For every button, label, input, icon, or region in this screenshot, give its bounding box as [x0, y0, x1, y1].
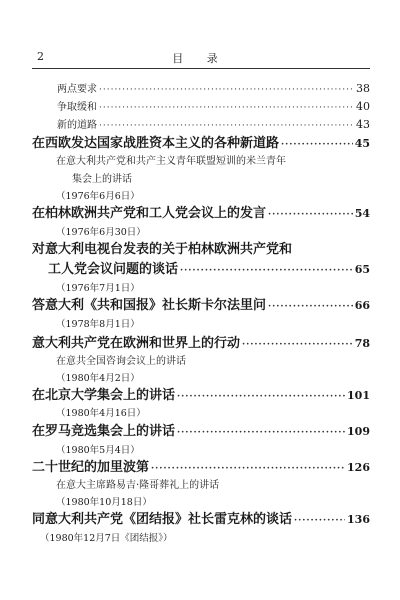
- dot-leader: [294, 516, 345, 526]
- toc-entry-page: 136: [347, 513, 370, 526]
- toc-entry-title: 新的道路: [57, 120, 97, 131]
- toc-entry-page: 66: [354, 299, 370, 312]
- toc-entry[interactable]: [57, 98, 370, 116]
- toc-note: 集会上的讲话: [72, 174, 132, 185]
- toc-entry-title: 二十世纪的加里波第: [32, 460, 150, 475]
- toc-date: （1976年7月1日）: [56, 283, 140, 294]
- toc-note: 在意大利共产党和共产主义青年联盟短训的米兰青年: [56, 156, 286, 167]
- toc-entry[interactable]: [32, 456, 370, 474]
- toc-entry-title: 两点要求: [57, 84, 97, 95]
- dot-leader: [177, 392, 345, 402]
- toc-entry-title: 工人党会议问题的谈话: [48, 262, 179, 277]
- toc-entry[interactable]: [48, 258, 370, 276]
- dot-leader: [99, 103, 354, 113]
- toc-note: 在意共全国咨询会议上的讲话: [56, 356, 186, 367]
- toc-entry[interactable]: [32, 420, 370, 438]
- toc-entry-page: 40: [356, 100, 370, 113]
- toc-entry-title-line[interactable]: 对意大利电视台发表的关于柏林欧洲共产党和: [32, 242, 293, 257]
- dot-leader: [268, 302, 353, 312]
- toc-date: （1980年4月16日）: [56, 408, 146, 419]
- toc-entry[interactable]: [32, 508, 370, 526]
- dot-leader: [180, 266, 353, 276]
- toc-entry-page: 101: [347, 389, 370, 402]
- dot-leader: [177, 428, 345, 438]
- toc-entry-title: 答意大利《共和国报》社长斯卡尔法里问: [32, 298, 267, 313]
- toc-entry-page: 38: [356, 82, 370, 95]
- toc-entry-title: 在罗马竞选集会上的讲话: [32, 424, 176, 439]
- toc-entry[interactable]: [32, 132, 370, 150]
- toc-date: （1978年8月1日）: [56, 319, 140, 330]
- toc-entry[interactable]: [32, 384, 370, 402]
- dot-leader: [99, 121, 354, 131]
- toc-date: （1980年12月7日《团结报》）: [40, 533, 173, 544]
- toc-entry[interactable]: [32, 332, 370, 350]
- toc-entry-title: 同意大利共产党《团结报》社长雷克林的谈话: [32, 512, 293, 527]
- toc-entry-page: 45: [354, 137, 370, 150]
- dot-leader: [151, 464, 345, 474]
- toc-entry-page: 78: [354, 337, 370, 350]
- toc-entry[interactable]: [32, 294, 370, 312]
- toc-date: （1976年6月30日）: [56, 227, 146, 238]
- toc-entry-page: 65: [354, 263, 370, 276]
- dot-leader: [242, 340, 353, 350]
- dot-leader: [281, 140, 353, 150]
- dot-leader: [268, 210, 353, 220]
- toc-note: 在意大主席路易吉·隆哥葬礼上的讲话: [56, 480, 220, 491]
- toc-entry-title: 在柏林欧洲共产党和工人党会议上的发言: [32, 206, 267, 221]
- toc-entry-page: 109: [347, 425, 370, 438]
- page-number: 2: [37, 50, 44, 63]
- toc-entry-page: 126: [347, 461, 370, 474]
- toc-entry[interactable]: [57, 80, 370, 98]
- toc-date: （1980年4月2日）: [56, 373, 140, 384]
- toc-entry-page: 54: [354, 207, 370, 220]
- toc-entry-title: 在北京大学集会上的讲话: [32, 388, 176, 403]
- toc-entry[interactable]: [32, 202, 370, 220]
- dot-leader: [99, 85, 354, 95]
- toc-date: （1980年5月4日）: [56, 445, 140, 456]
- page-title: 目 录: [172, 52, 228, 65]
- toc-date: （1980年10月18日）: [56, 497, 152, 508]
- toc-entry-page: 43: [356, 118, 370, 131]
- toc-entry-title: 意大利共产党在欧洲和世界上的行动: [32, 336, 241, 351]
- header-rule: [32, 68, 370, 69]
- toc-date: （1976年6月6日）: [56, 191, 140, 202]
- toc-entry-title: 争取缓和: [57, 102, 97, 113]
- toc-entry-title: 在西欧发达国家战胜资本主义的各种新道路: [32, 136, 280, 151]
